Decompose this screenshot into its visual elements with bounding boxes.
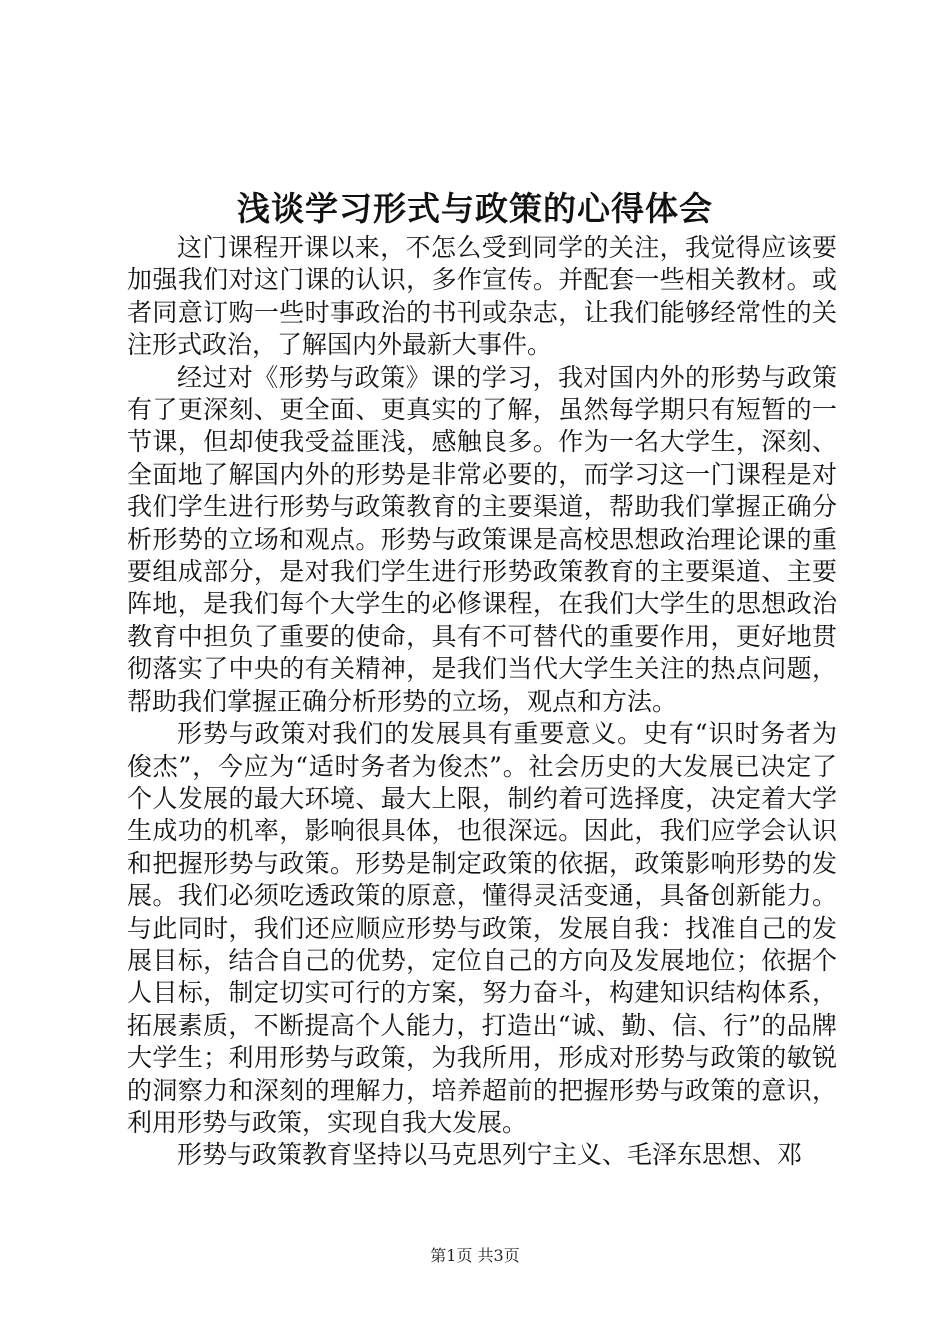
paragraph-3: 形势与政策对我们的发展具有重要意义。史有“识时务者为俊杰”，今应为“适时务者为俊杰”。社会历史的大发展已决定了个人发展的最大环境、最大上限，制约着可选择度，决定着大学生成功的机率，影响很具体，也很深远。因此，我们应学会认识和把握形势与政策。形势是制定政策的依据，政策影响形势的发展。我们必须吃透政策的原意，懂得灵活变通，具备创新能力。与此同时，我们还应顺应形势与政策，发展自我：找准自己的发展目标，结合自己的优势，定位自己的方向及发展地位；依据个人目标，制定切实可行的方案，努力奋斗，构建知识结构体系，拓展素质，不断提高个人能力，打造出“诚、勤、信、行”的品牌大学生；利用形势与政策，为我所用，形成对形势与政策的敏锐的洞察力和深刻的理解力，培养超前的把握形势与政策的意识，利用形势与政策，实现自我大发展。: [127, 719, 837, 1137]
paragraph-2: 经过对《形势与政策》课的学习，我对国内外的形势与政策有了更深刻、更全面、更真实的了解，虽然每学期只有短暂的一节课，但却使我受益匪浅，感触良多。作为一名大学生，深刻、全面地了解国内外的形势是非常必要的，而学习这一门课程是对我们学生进行形势与政策教育的主要渠道，帮助我们掌握正确分析形势的立场和观点。形势与政策课是高校思想政治理论课的重要组成部分，是对我们学生进行形势政策教育的主要渠道、主要阵地，是我们每个大学生的必修课程，在我们大学生的思想政治教育中担负了重要的使命，具有不可替代的重要作用，更好地贯彻落实了中央的有关精神，是我们当代大学生关注的热点问题，帮助我们掌握正确分析形势的立场，观点和方法。: [127, 362, 837, 716]
document-title: 浅谈学习形式与政策的心得体会: [237, 189, 713, 228]
paragraph-1: 这门课程开课以来，不怎么受到同学的关注，我觉得应该要加强我们对这门课的认识，多作宣传。并配套一些相关教材。或者同意订购一些时事政治的书刊或杂志，让我们能够经常性的关注形式政治，了解国内外最新大事件。: [127, 233, 837, 360]
page-footer: 第1页 共3页: [430, 1246, 520, 1265]
paragraph-4: 形势与政策教育坚持以马克思列宁主义、毛泽东思想、邓: [177, 1140, 803, 1170]
document-body: [127, 232, 837, 1172]
